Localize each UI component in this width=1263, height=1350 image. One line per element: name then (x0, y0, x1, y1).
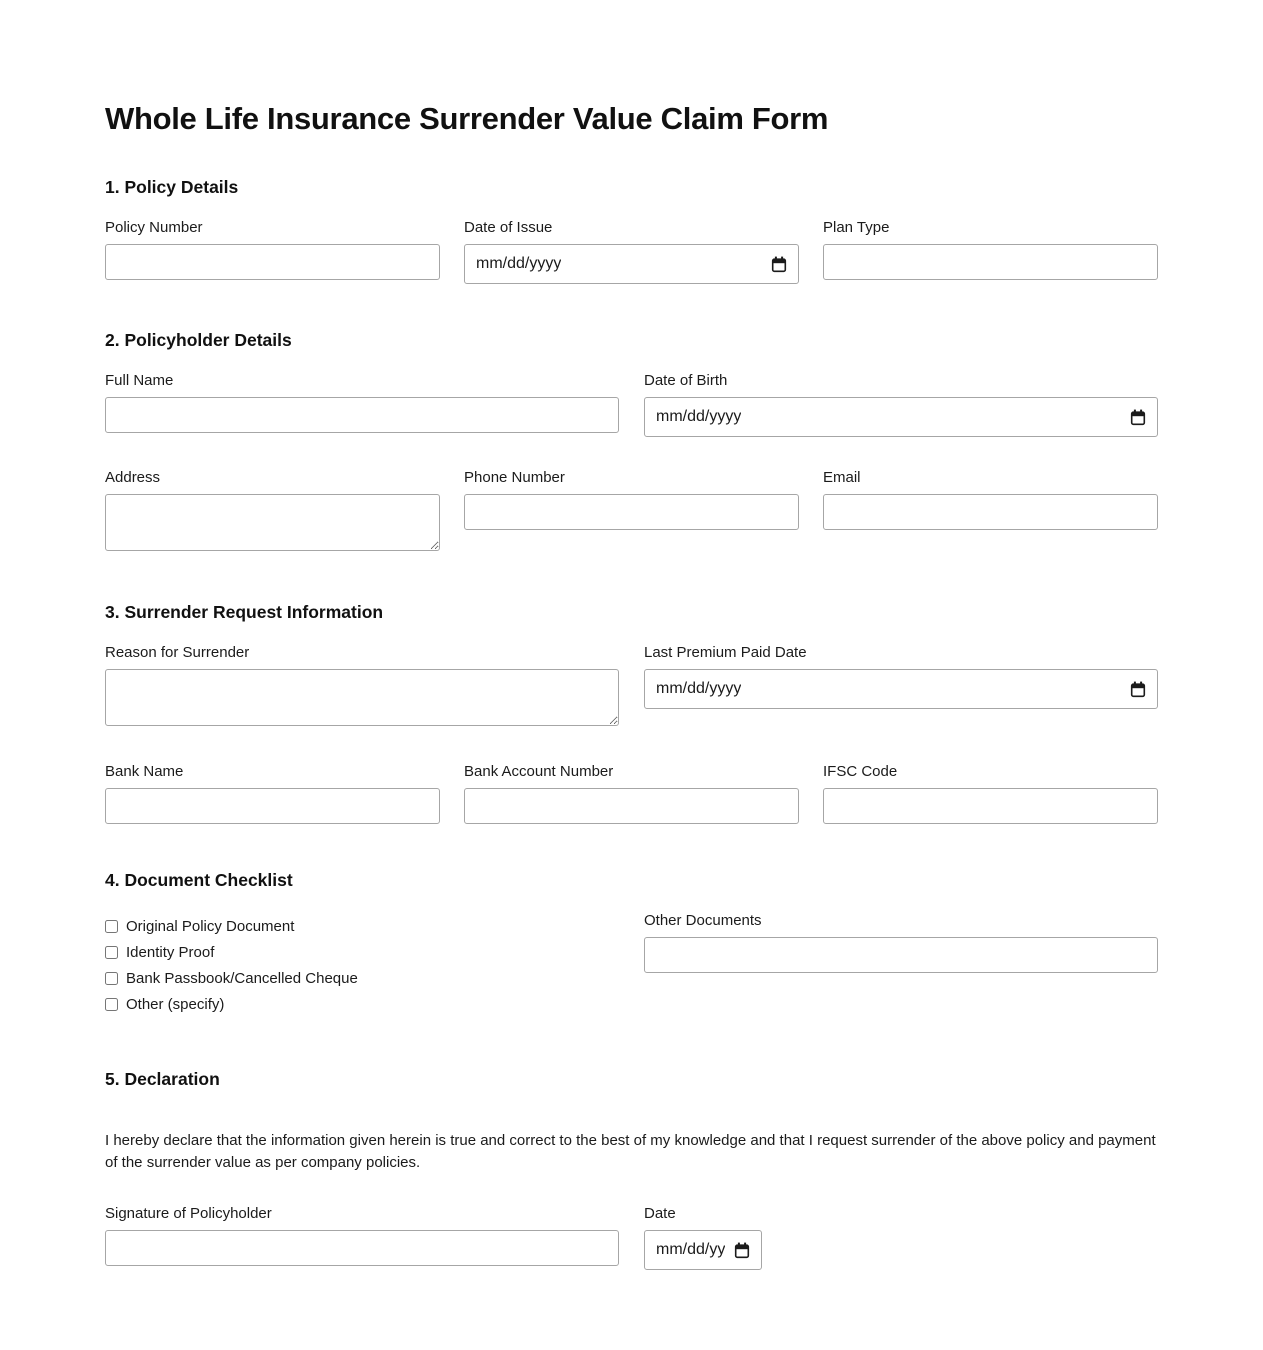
section-heading-policyholder-details: 2. Policyholder Details (105, 330, 292, 350)
full-name-input[interactable] (105, 397, 619, 433)
checkbox-other-specify[interactable] (105, 991, 619, 1017)
date-of-birth-label: Date of Birth (644, 372, 728, 389)
policy-number-input[interactable] (105, 244, 440, 280)
field-reason-for-surrender (105, 644, 619, 731)
field-bank-name (105, 763, 440, 824)
declaration-text: I hereby declare that the information given herein is true and correct to the best of my knowledge and that I request surrender of the above policy and payment of the surrender value as per company policies. (105, 1132, 1156, 1171)
last-premium-paid-date-input[interactable] (644, 669, 1158, 709)
calendar-icon[interactable] (1130, 681, 1146, 698)
identity-proof-checkbox[interactable] (105, 946, 118, 959)
field-policy-number (105, 219, 440, 284)
checkbox-label: Identity Proof (126, 943, 215, 961)
field-ifsc-code (823, 763, 1158, 824)
phone-number-label: Phone Number (464, 469, 565, 486)
document-checkbox-list (105, 912, 619, 1017)
policy-number-label: Policy Number (105, 219, 203, 236)
field-declaration-date (644, 1205, 1158, 1270)
bank-name-input[interactable] (105, 788, 440, 824)
section-surrender-request (105, 602, 1158, 824)
field-email (823, 469, 1158, 556)
last-premium-paid-date-label: Last Premium Paid Date (644, 644, 807, 661)
field-full-name (105, 372, 619, 437)
calendar-icon[interactable] (771, 256, 787, 273)
date-of-birth-input[interactable] (644, 397, 1158, 437)
bank-passbook-checkbox[interactable] (105, 972, 118, 985)
bank-name-label: Bank Name (105, 763, 184, 780)
original-policy-document-checkbox[interactable] (105, 920, 118, 933)
field-last-premium-paid-date (644, 644, 1158, 731)
field-address (105, 469, 440, 556)
declaration-date-label: Date (644, 1205, 676, 1222)
signature-input[interactable] (105, 1230, 619, 1266)
field-bank-account-number (464, 763, 799, 824)
section-heading-surrender-request: 3. Surrender Request Information (105, 602, 384, 622)
declaration-date-input[interactable] (644, 1230, 762, 1270)
section-policy-details (105, 177, 1158, 284)
address-label: Address (105, 469, 161, 486)
checkbox-label: Bank Passbook/Cancelled Cheque (126, 969, 358, 987)
section-document-checklist (105, 870, 1158, 1017)
address-textarea[interactable] (105, 494, 440, 551)
section-declaration (105, 1069, 1158, 1270)
declaration-date-value: mm/dd/yy (656, 1241, 726, 1258)
checkbox-original-policy-document[interactable] (105, 913, 619, 939)
field-signature (105, 1205, 619, 1270)
calendar-icon[interactable] (734, 1242, 750, 1259)
section-heading-policy-details: 1. Policy Details (105, 177, 239, 197)
last-premium-paid-date-value: mm/dd/yyyy (656, 680, 742, 697)
plan-type-input[interactable] (823, 244, 1158, 280)
field-date-of-birth (644, 372, 1158, 437)
bank-account-number-label: Bank Account Number (464, 763, 614, 780)
email-input[interactable] (823, 494, 1158, 530)
page-title: Whole Life Insurance Surrender Value Claim Form (105, 101, 829, 136)
date-of-issue-label: Date of Issue (464, 219, 553, 236)
date-of-birth-value: mm/dd/yyyy (656, 408, 742, 425)
checkbox-bank-passbook[interactable] (105, 965, 619, 991)
other-documents-label: Other Documents (644, 912, 762, 929)
email-label: Email (823, 469, 861, 486)
date-of-issue-value: mm/dd/yyyy (476, 255, 562, 272)
plan-type-label: Plan Type (823, 219, 890, 236)
phone-number-input[interactable] (464, 494, 799, 530)
full-name-label: Full Name (105, 372, 174, 389)
ifsc-code-label: IFSC Code (823, 763, 898, 780)
other-documents-input[interactable] (644, 937, 1158, 973)
field-plan-type (823, 219, 1158, 284)
other-specify-checkbox[interactable] (105, 998, 118, 1011)
checkbox-identity-proof[interactable] (105, 939, 619, 965)
date-of-issue-input[interactable] (464, 244, 799, 284)
checkbox-label: Other (specify) (126, 995, 225, 1013)
field-phone-number (464, 469, 799, 556)
section-policyholder-details (105, 330, 1158, 556)
ifsc-code-input[interactable] (823, 788, 1158, 824)
reason-for-surrender-label: Reason for Surrender (105, 644, 250, 661)
signature-label: Signature of Policyholder (105, 1205, 272, 1222)
section-heading-declaration: 5. Declaration (105, 1069, 220, 1089)
field-date-of-issue (464, 219, 799, 284)
bank-account-number-input[interactable] (464, 788, 799, 824)
section-heading-document-checklist: 4. Document Checklist (105, 870, 293, 890)
reason-for-surrender-textarea[interactable] (105, 669, 619, 726)
checkbox-label: Original Policy Document (126, 917, 295, 935)
calendar-icon[interactable] (1130, 409, 1146, 426)
field-other-documents (644, 912, 1158, 1017)
